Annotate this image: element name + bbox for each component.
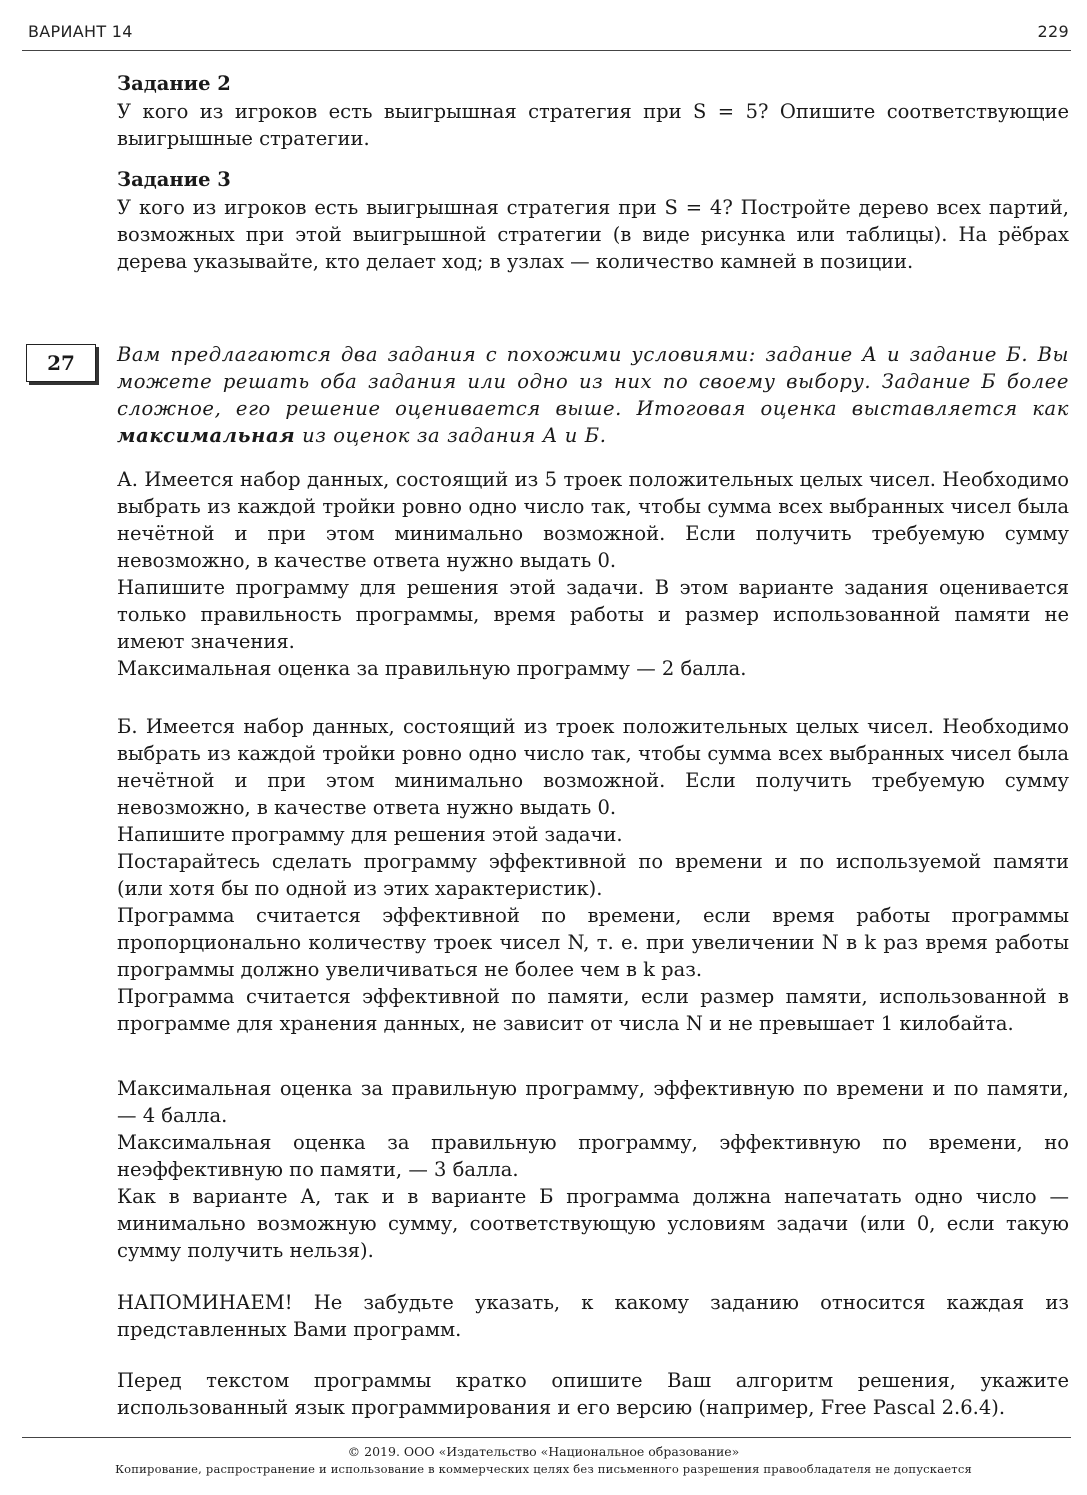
intro-part-2: из оценок за задания А и Б. [295,424,607,447]
part-b-time-criteria: Программа считается эффективной по времени, если время работы программы пропорционально количеству троек чисел N, т. е. при увеличении N в k раз время работы программы должно увеличиваться не более чем в k раз. [117,904,1069,981]
score-4: Максимальная оценка за правильную программу, эффективную по времени и по памяти, — 4 балла. [117,1077,1069,1127]
footer-divider [22,1437,1071,1438]
page-number: 229 [1037,22,1069,41]
task-3-text: У кого из игроков есть выигрышная стратегия при S = 4? Постройте дерево всех партий, возможных при этой выигрышной стратегии (в виде рисунка или таблицы). На рёбрах дерева указывайте, кто делает ход; в узлах — количество камней в позиции. [117,196,1069,273]
problem-27-intro [117,341,1069,449]
task-3-section [117,166,1069,275]
task-2-text: У кого из игроков есть выигрышная стратегия при S = 5? Опишите соответствующие выигрышные стратегии. [117,100,1069,150]
part-a-task: Напишите программу для решения этой задачи. В этом варианте задания оценивается только правильность программы, время работы и размер использованной памяти не имеют значения. [117,576,1069,653]
part-b-statement: Б. Имеется набор данных, состоящий из троек положительных целых чисел. Необходимо выбрать из каждой тройки ровно одно число так, чтобы сумма всех выбранных чисел была нечётной и при этом минимально возможной. Если получить требуемую сумму невозможно, в качестве ответа нужно выдать 0. [117,715,1069,819]
output-rule: Как в варианте А, так и в варианте Б программа должна напечатать одно число — минимально возможную сумму, соответствующую условиям задачи (или 0, если такую сумму получить нельзя). [117,1185,1069,1262]
part-b-memory-criteria: Программа считается эффективной по памяти, если размер памяти, использованной в программе для хранения данных, не зависит от числа N и не превышает 1 килобайта. [117,985,1069,1035]
intro-text [117,341,1069,449]
problem-number-box: 27 [26,344,96,382]
part-a-section [117,466,1069,682]
reminder-text: НАПОМИНАЕМ! Не забудьте указать, к какому заданию относится каждая из представленных Вами программ. [117,1291,1069,1341]
copyright-line: © 2019. ООО «Издательство «Национальное образование» [347,1444,740,1459]
part-b-efficiency: Постарайтесь сделать программу эффективной по времени и по используемой памяти (или хотя бы по одной из этих характеристик). [117,850,1069,900]
part-a-statement: А. Имеется набор данных, состоящий из 5 троек положительных целых чисел. Необходимо выбрать из каждой тройки ровно одно число так, чтобы сумма всех выбранных чисел была нечётной и при этом минимально возможной. Если получить требуемую сумму невозможно, в качестве ответа нужно выдать 0. [117,468,1069,572]
score-3: Максимальная оценка за правильную программу, эффективную по времени, но неэффективную по памяти, — 3 балла. [117,1131,1069,1181]
header-divider [22,50,1071,51]
reminder-section [117,1289,1069,1343]
intro-bold: максимальная [117,424,296,447]
copyright-notice: Копирование, распространение и использование в коммерческих целях без письменного разрешения правообладателя не допускается [115,1462,972,1476]
scoring-section [117,1075,1069,1264]
task-2-section [117,70,1069,152]
instructions-text: Перед текстом программы кратко опишите Ваш алгоритм решения, укажите использованный язык программирования и его версию (например, Free Pascal 2.6.4). [117,1369,1069,1419]
variant-label: ВАРИАНТ 14 [28,22,133,41]
task-2-title: Задание 2 [117,72,231,95]
intro-part-1: Вам предлагаются два задания с похожими условиями: задание А и задание Б. Вы можете решать оба задания или одно из них по своему выбору. Задание Б более сложное, его решение оценивается выше. Итоговая оценка выставляется как [117,343,1069,420]
task-3-title: Задание 3 [117,168,231,191]
instructions-section [117,1367,1069,1421]
part-b-section [117,713,1069,1037]
part-a-score: Максимальная оценка за правильную программу — 2 балла. [117,657,747,680]
part-b-task: Напишите программу для решения этой задачи. [117,823,623,846]
